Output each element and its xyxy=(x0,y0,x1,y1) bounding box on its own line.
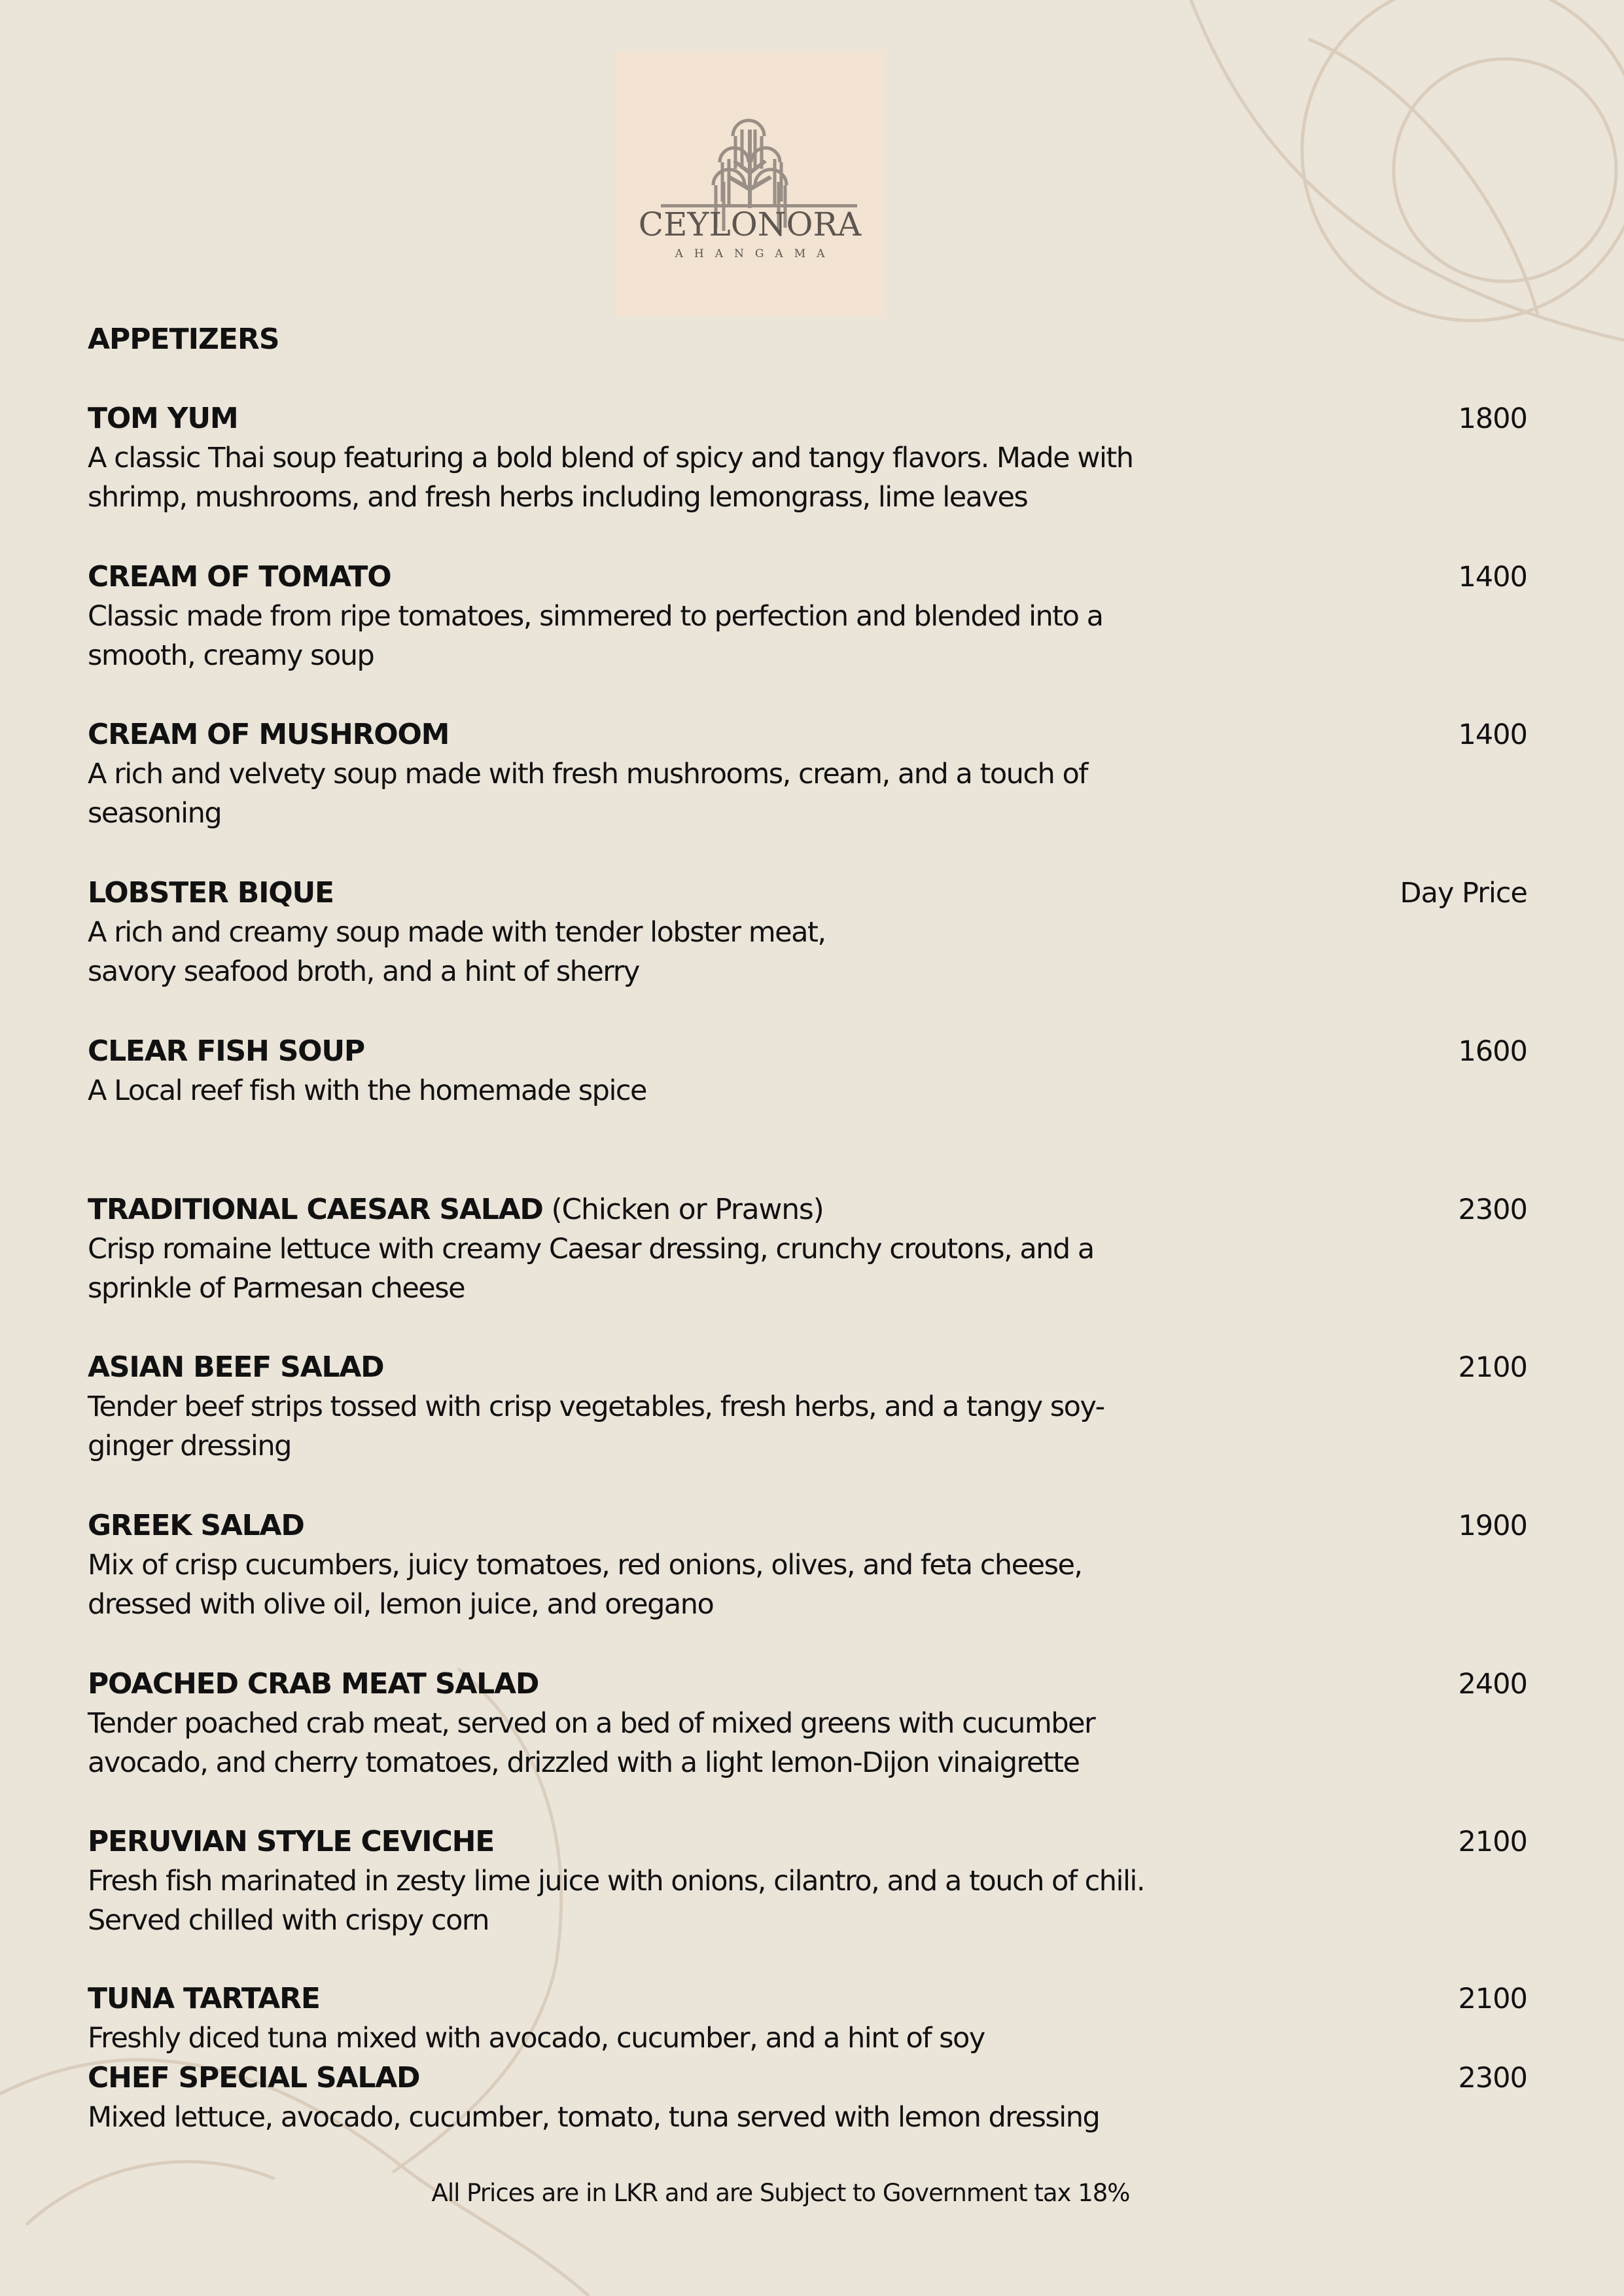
menu-item-name: CLEAR FISH SOUP xyxy=(88,1034,364,1068)
menu-item-note: (Chicken or Prawns) xyxy=(542,1193,824,1226)
menu-item-title xyxy=(88,557,1527,597)
menu-item xyxy=(88,874,1527,991)
menu-item xyxy=(88,715,1527,833)
menu-item-price: 1400 xyxy=(1458,718,1527,751)
menu-item-price: 2100 xyxy=(1458,1983,1527,2015)
menu-item-description: A rich and velvety soup made with fresh mushrooms, cream, and a touch of xyxy=(88,758,1087,790)
menu-item-title xyxy=(88,399,1527,438)
menu-item-name: GREEK SALAD xyxy=(88,1509,304,1542)
menu-item-title xyxy=(88,874,1527,913)
menu-item-description: smooth, creamy soup xyxy=(88,639,374,672)
menu-item-name: CREAM OF TOMATO xyxy=(88,560,391,593)
menu-item-price: 2300 xyxy=(1458,2062,1527,2094)
menu-item-description: Tender poached crab meat, served on a bed of mixed greens with cucumber xyxy=(88,1707,1095,1740)
menu-item-price: 1900 xyxy=(1458,1510,1527,1542)
menu-item xyxy=(88,1665,1527,1782)
menu-item-title xyxy=(88,2058,1527,2098)
menu-item-title xyxy=(88,1032,1527,1071)
menu-item-description: Freshly diced tuna mixed with avocado, cucumber, and a hint of soy xyxy=(88,2022,985,2055)
menu-item-description: A classic Thai soup featuring a bold blend of spicy and tangy flavors. Made with xyxy=(88,442,1133,474)
menu-item-description: Classic made from ripe tomatoes, simmered to perfection and blended into a xyxy=(88,600,1103,633)
menu-item-name: CHEF SPECIAL SALAD xyxy=(88,2061,420,2094)
logo-location: AHANGAMA xyxy=(675,247,836,260)
menu-item-name: TOM YUM xyxy=(88,402,238,435)
menu-item-description: Tender beef strips tossed with crisp vegetables, fresh herbs, and a tangy soy- xyxy=(88,1390,1104,1423)
menu-item xyxy=(88,557,1527,675)
menu-item-description: sprinkle of Parmesan cheese xyxy=(88,1272,465,1305)
section-heading-appetizers: APPETIZERS xyxy=(88,323,279,356)
menu-item-price: Day Price xyxy=(1400,877,1527,910)
menu-item-price: 2100 xyxy=(1458,1351,1527,1384)
menu-item-name: TRADITIONAL CAESAR SALAD xyxy=(88,1193,543,1226)
menu-item-description: seasoning xyxy=(88,797,222,830)
menu-item-description: savory seafood broth, and a hint of sherry xyxy=(88,955,639,988)
menu-item-description: ginger dressing xyxy=(88,1430,291,1462)
menu-item-title xyxy=(88,1665,1527,1704)
menu-item-name: POACHED CRAB MEAT SALAD xyxy=(88,1667,539,1701)
menu-item-title xyxy=(88,1348,1527,1387)
menu-item-description: Mix of crisp cucumbers, juicy tomatoes, red onions, olives, and feta cheese, xyxy=(88,1549,1082,1581)
menu-item-price: 1800 xyxy=(1458,402,1527,435)
menu-item-description: Fresh fish marinated in zesty lime juice with onions, cilantro, and a touch of chili. xyxy=(88,1865,1145,1898)
menu-item-description: dressed with olive oil, lemon juice, and oregano xyxy=(88,1588,714,1621)
menu-item-name: ASIAN BEEF SALAD xyxy=(88,1351,384,1384)
menu-item-name: CREAM OF MUSHROOM xyxy=(88,718,450,751)
menu-item xyxy=(88,1822,1527,1940)
menu-item xyxy=(88,399,1527,517)
menu-item-price: 1600 xyxy=(1458,1035,1527,1068)
menu-item xyxy=(88,1506,1527,1624)
menu-item-title xyxy=(88,715,1527,754)
menu-item-description: shrimp, mushrooms, and fresh herbs including lemongrass, lime leaves xyxy=(88,481,1028,514)
menu-item xyxy=(88,2058,1527,2137)
menu-item xyxy=(88,1348,1527,1466)
menu-item xyxy=(88,1032,1527,1110)
menu-item-name: LOBSTER BIQUE xyxy=(88,876,334,910)
logo-name: CEYLONORA xyxy=(638,205,862,243)
menu-item-description: avocado, and cherry tomatoes, drizzled with a light lemon-Dijon vinaigrette xyxy=(88,1746,1080,1779)
menu-item-price: 1400 xyxy=(1458,561,1527,593)
menu-item-description: A rich and creamy soup made with tender lobster meat, xyxy=(88,916,826,949)
menu-item-title xyxy=(88,1979,1527,2019)
menu-item-title xyxy=(88,1822,1527,1862)
willow-tree-icon xyxy=(615,51,885,316)
price-disclaimer-footer: All Prices are in LKR and are Subject to Government tax 18% xyxy=(431,2179,1130,2207)
menu-item-title xyxy=(88,1190,1527,1229)
menu-item-description: Served chilled with crispy corn xyxy=(88,1904,489,1937)
menu-item xyxy=(88,1190,1527,1308)
menu-item-description: Mixed lettuce, avocado, cucumber, tomato, tuna served with lemon dressing xyxy=(88,2101,1100,2134)
menu-item-name: TUNA TARTARE xyxy=(88,1982,320,2015)
menu-item xyxy=(88,1979,1527,2058)
menu-item-price: 2100 xyxy=(1458,1826,1527,1858)
menu-item-name: PERUVIAN STYLE CEVICHE xyxy=(88,1825,495,1858)
menu-item-description: A Local reef fish with the homemade spice xyxy=(88,1074,646,1107)
menu-item-description: Crisp romaine lettuce with creamy Caesar dressing, crunchy croutons, and a xyxy=(88,1233,1094,1265)
menu-item-title xyxy=(88,1506,1527,1545)
menu-item-price: 2300 xyxy=(1458,1193,1527,1226)
ceylonora-logo xyxy=(615,51,885,316)
menu-item-price: 2400 xyxy=(1458,1668,1527,1701)
